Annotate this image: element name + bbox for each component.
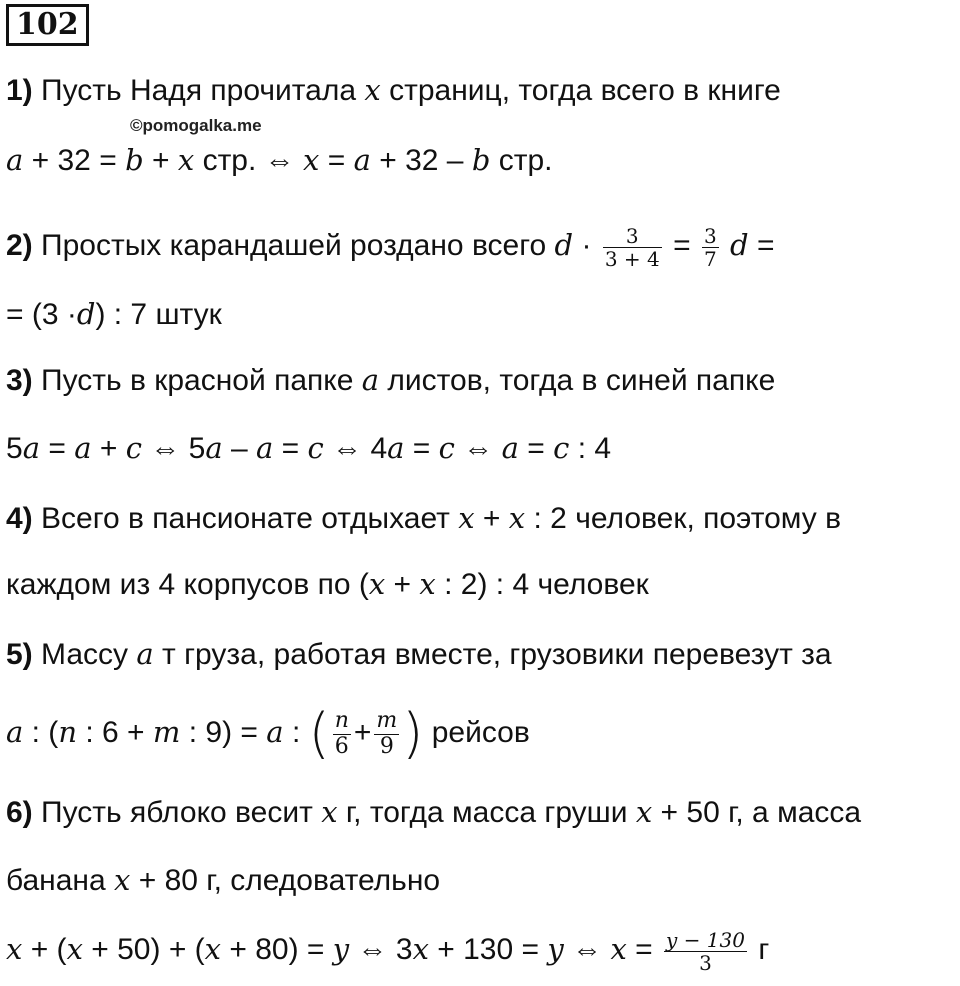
var: a [205,431,223,465]
var: x [610,932,627,966]
watermark: ©pomogalka.me [130,116,262,135]
p1-label: 1) [6,74,33,107]
var: b [125,143,144,177]
fraction-numerator: m [376,708,398,734]
text: = [48,432,66,465]
text: = [527,432,545,465]
var: a [22,431,40,465]
var: n [58,715,77,749]
p3-label: 3) [6,364,33,397]
fraction-denominator: 9 [374,734,399,759]
right-paren: ) [402,702,424,766]
var: x [458,501,475,535]
var: c [438,431,455,465]
fraction [374,709,399,758]
text: = [635,933,653,966]
fraction [603,225,662,270]
var: a [266,715,284,749]
text: + [151,144,170,177]
text: стр. ⇔ [202,144,295,177]
fraction-numerator: y − 130 [666,927,745,952]
text: + [482,502,501,535]
var: y [547,932,564,966]
p4-line-2 [6,566,960,603]
text: Пусть яблоко весит [41,796,313,829]
var: x [635,795,653,829]
var: a [361,363,380,397]
text: : 4 [577,432,612,465]
text: · [581,229,592,262]
text: = [756,229,775,262]
var: a [6,143,24,177]
var: a [256,431,274,465]
p3-line-1 [6,362,960,399]
text: + 80) = [229,933,325,966]
text: – [230,432,248,465]
text: : ( [31,716,59,749]
text: 5 [6,432,23,465]
problem-number: 102 [6,4,89,46]
var: c [125,431,142,465]
fraction-denominator: 3 [664,951,747,974]
fraction-denominator: 7 [703,246,717,271]
var: a [501,431,519,465]
p4-line-1 [6,500,960,537]
var: x [321,795,338,829]
text: г, тогда масса груши [345,796,628,829]
text: г [758,933,770,966]
text: Пусть в красной папке [41,364,354,397]
text: + [99,432,118,465]
p5-line-2 [6,694,960,771]
text: ⇔ [572,933,603,966]
text: ⇔ 5 [150,432,206,465]
fraction-denominator: 3 + 4 [604,246,660,271]
text: Всего в пансионате отдыхает [41,502,450,535]
text: + 50 г, а масса [660,796,862,829]
text: = [327,144,346,177]
text: + [353,716,372,749]
var: x [508,501,526,535]
var: x [6,932,23,966]
text: : [291,716,301,749]
text: ⇔ 3 [357,933,413,966]
var: x [364,73,381,107]
var: c [553,431,570,465]
text: = [673,229,691,262]
p3-line-2 [6,430,960,467]
text: листов, тогда в синей папке [387,364,776,397]
text: : 6 + [85,716,145,749]
p1-line-2 [6,142,960,179]
text: стр. [498,144,553,177]
text: страниц, тогда всего в книге [389,74,781,107]
text: = [412,432,431,465]
text: + 32 – [379,144,464,177]
var: m [152,715,181,749]
var: x [419,567,436,601]
p6-line-1 [6,794,960,831]
text: т груза, работая вместе, грузовики перевезут за [162,638,832,671]
var: x [66,932,83,966]
text: каждом из 4 корпусов по ( [6,568,369,601]
text: + 80 г, следовательно [138,864,441,897]
text: + 32 = [31,144,117,177]
text: Простых карандашей роздано всего [41,229,547,262]
p6-line-2 [6,862,960,899]
var: x [412,932,429,966]
var: d [730,228,749,262]
text: : 9) = [188,716,258,749]
var: d [76,297,96,331]
text: : 2) : 4 человек [444,568,649,601]
text: ⇔ 4 [332,432,388,465]
left-paren: ( [308,702,330,766]
fraction-numerator: 3 [703,223,717,248]
p1-line-1 [6,72,960,109]
p5-line-1 [6,636,960,673]
text: банана [6,864,106,897]
p6-line-3 [6,916,960,983]
text: Массу [41,638,129,671]
text: рейсов [431,716,530,749]
text: + 130 = [437,933,540,966]
var: a [353,143,371,177]
var: x [368,567,386,601]
var: d [554,228,574,262]
p2-line-1 [6,218,960,273]
fraction-numerator: 3 [625,223,639,248]
var: x [114,863,131,897]
var: c [307,431,324,465]
p2-label: 2) [6,229,33,262]
text: + [393,568,412,601]
var: a [74,431,92,465]
var: a [6,715,24,749]
var: b [471,143,491,177]
var: x [204,932,222,966]
var: a [136,637,154,671]
p6-label: 6) [6,796,33,829]
text: ) : 7 штук [95,298,222,331]
text: Пусть Надя прочитала [41,74,357,107]
text: : 2 человек, поэтому в [533,502,842,535]
fraction [333,709,351,758]
text: ⇔ [463,432,494,465]
p5-label: 5) [6,638,33,671]
var: y [332,932,350,966]
var: x [177,143,195,177]
var: a [387,431,405,465]
text: = [281,432,300,465]
text: + ( [30,933,67,966]
fraction-numerator: n [334,708,349,734]
fraction [702,225,719,270]
p4-label: 4) [6,502,33,535]
fraction-denominator: 6 [333,734,351,759]
p2-line-2 [6,296,960,333]
text: + 50) + ( [91,933,205,966]
fraction [664,929,747,974]
text: = (3 · [6,298,77,331]
var: x [303,143,320,177]
